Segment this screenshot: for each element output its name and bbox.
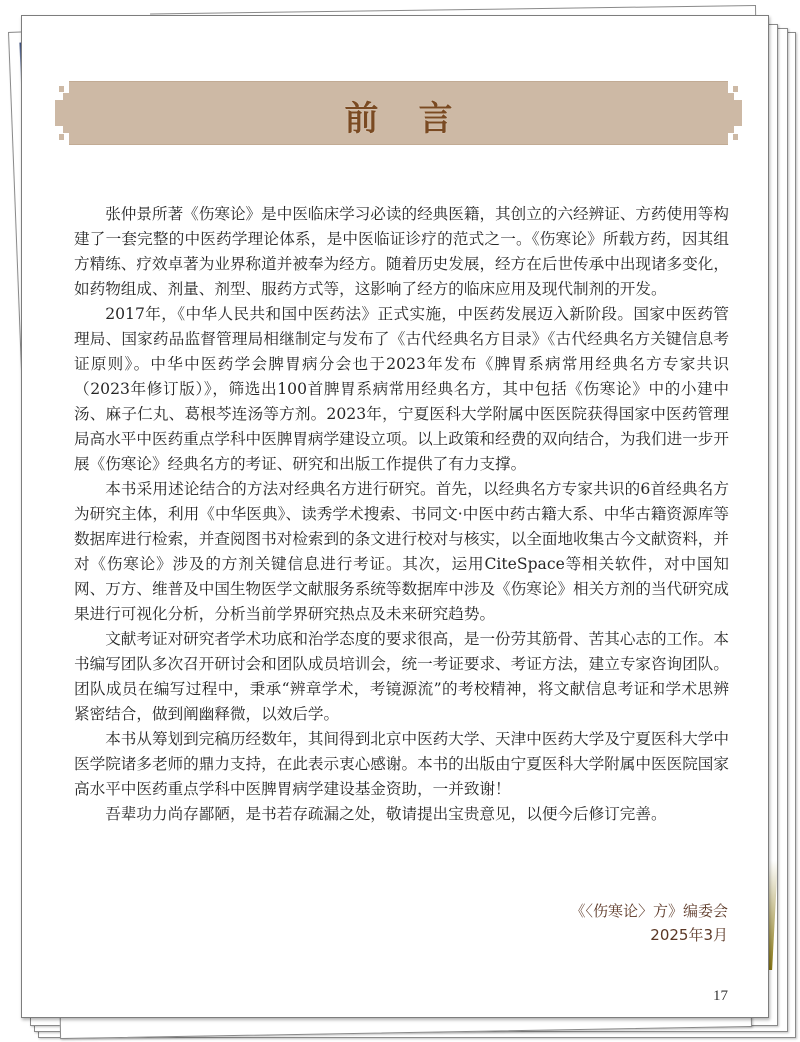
banner-right-cap xyxy=(728,100,742,126)
paragraph-1: 张仲景所著《伤寒论》是中医临床学习必读的经典医籍，其创立的六经辨证、方药使用等构建了一套完整的中医药学理论体系，是中医临证诊疗的范式之一。《伤寒论》所载方药，因其组方精练、疗效卓著为业界称道并被奉为经方。随着历史发展，经方在后世传承中出现诸多变化，如药物组成、剂量、剂型、服药方式等，这影响了经方的临床应用及现代制剂的开发。 xyxy=(74,205,729,298)
page-number: 17 xyxy=(713,988,728,1004)
paragraph-2: 2017年，《中华人民共和国中医药法》正式实施，中医药发展迈入新阶段。国家中医药管理局、国家药品监督管理局相继制定与发布了《古代经典名方目录》《古代经典名方关键信息考证原则》。中华中医药学会脾胃病分会也于2023年发布《脾胃系病常用经典名方专家共识（2023年修订版）》，筛选出100首脾胃系病常用经典名方，其中包括《伤寒论》中的小建中汤、麻子仁丸、葛根芩连汤等方剂。2023年，宁夏医科大学附属中医医院获得国家中医药管理局高水平中医药重点学科中医脾胃病学建设立项。以上政策和经费的双向结合，为我们进一步开展《伤寒论》经典名方的考证、研究和出版工作提供了有力支撑。 xyxy=(74,305,729,473)
banner-ornament xyxy=(733,134,738,140)
page-title: 前言 xyxy=(344,99,493,139)
banner-left-cap xyxy=(55,100,69,126)
paragraph-3: 本书采用述论结合的方法对经典名方进行研究。首先，以经典名方专家共识的6首经典名方为研究主体，利用《中华医典》、读秀学术搜索、书同文·中医中药古籍大系、中华古籍资源库等数据库进行检索，并查阅图书对检索到的条文进行校对与核实，以全面地收集古今文献资料，并对《伤寒论》涉及的方剂关键信息进行考证。其次，运用CiteSpace等相关软件，对中国知网、万方、维普及中国生物医学文献服务系统等数据库中涉及《伤寒论》相关方剂的当代研究成果进行可视化分析，分析当前学界研究热点及未来研究趋势。 xyxy=(74,480,729,623)
preface-body xyxy=(74,202,729,827)
book-page xyxy=(21,15,769,1018)
signature-organization: 《〈伤寒论〉方》编委会 xyxy=(570,902,728,920)
paragraph-6: 吾辈功力尚存鄙陋，是书若存疏漏之处，敬请提出宝贵意见，以便今后修订完善。 xyxy=(105,805,667,823)
paragraph-4: 文献考证对研究者学术功底和治学态度的要求很高，是一份劳其筋骨、苦其心志的工作。本书编写团队多次召开研讨会和团队成员培训会，统一考证要求、考证方法，建立专家咨询团队。团队成员在编写过程中，秉承“辨章学术，考镜源流”的考校精神，将文献信息考证和学术思辨紧密结合，做到阐幽释微，以效后学。 xyxy=(74,630,729,723)
paragraph-5: 本书从筹划到完稿历经数年，其间得到北京中医药大学、天津中医药大学及宁夏医科大学中医学院诸多老师的鼎力支持，在此表示衷心感谢。本书的出版由宁夏医科大学附属中医医院国家高水平中医药重点学科中医脾胃病学建设基金资助，一并致谢！ xyxy=(74,730,729,798)
banner-ornament xyxy=(59,134,64,140)
signature-date: 2025年3月 xyxy=(650,926,728,944)
banner-ornament xyxy=(733,86,738,92)
title-banner xyxy=(69,81,728,145)
banner-ornament xyxy=(59,86,64,92)
